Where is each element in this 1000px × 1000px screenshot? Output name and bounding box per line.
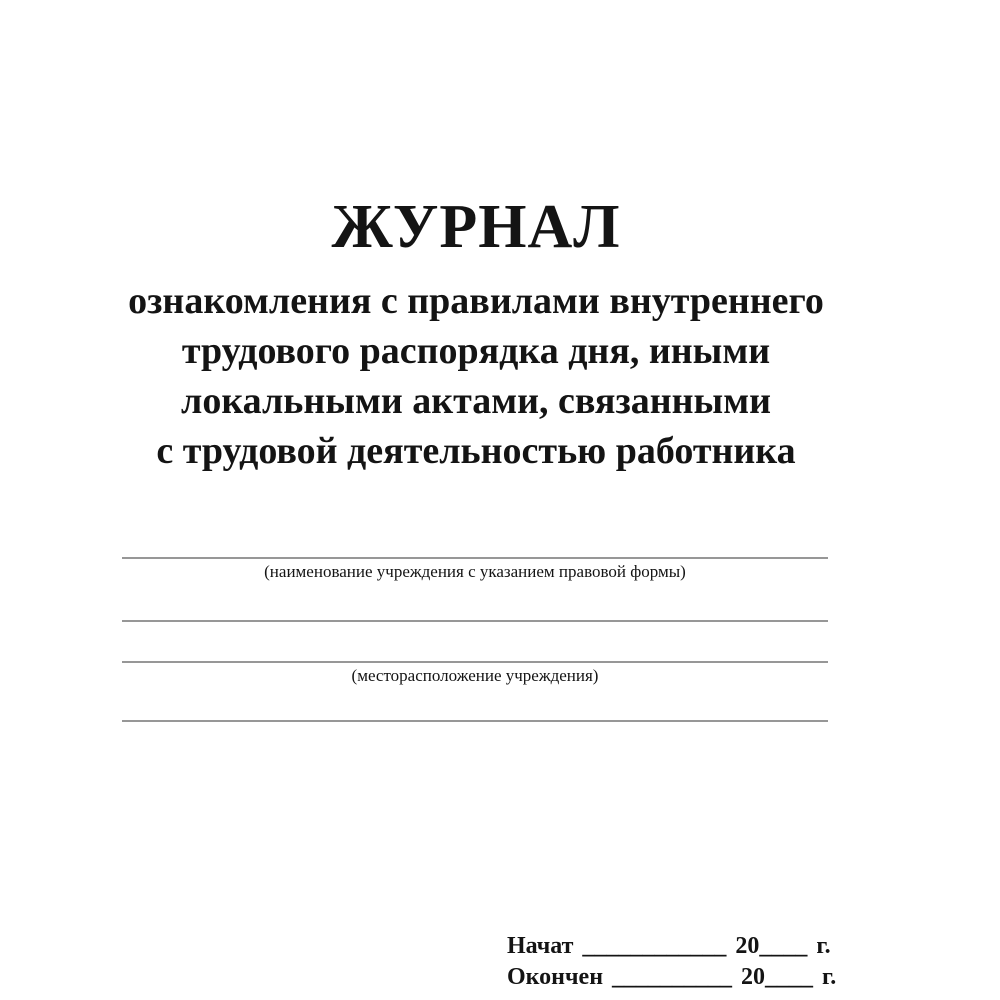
journal-subtitle-line: с трудовой деятельностью работника <box>156 430 796 472</box>
date-started-label: Начат <box>507 933 574 959</box>
journal-subtitle-line: локальными актами, связанными <box>181 380 771 422</box>
org-location-blank-line-2 <box>122 720 828 722</box>
date-ended-year-suffix: г. <box>822 964 837 990</box>
date-ended-year-blank: ____ <box>765 964 814 990</box>
journal-title: ЖУРНАЛ <box>331 193 621 261</box>
org-name-blank-line <box>122 557 828 559</box>
date-started-year-prefix: 20 <box>735 933 760 959</box>
date-ended-year-prefix: 20 <box>741 964 766 990</box>
date-ended-row <box>507 962 836 993</box>
org-name-blank-line-2 <box>122 620 828 622</box>
date-started-blank: ____________ <box>582 933 727 959</box>
org-location-blank-line <box>122 661 828 663</box>
date-started-year-blank: ____ <box>759 933 808 959</box>
journal-subtitle <box>0 276 952 476</box>
date-ended-blank: __________ <box>612 964 733 990</box>
journal-subtitle-line: ознакомления с правилами внутреннего <box>128 280 824 322</box>
journal-subtitle-line: трудового распорядка дня, иными <box>181 330 771 372</box>
date-started-row <box>507 931 836 962</box>
org-name-caption: (наименование учреждения с указанием правовой формы) <box>264 562 686 581</box>
start-end-dates-block <box>507 931 836 993</box>
date-ended-label: Окончен <box>507 964 604 990</box>
date-started-year-suffix: г. <box>816 933 831 959</box>
org-location-caption: (месторасположение учреждения) <box>351 666 599 685</box>
